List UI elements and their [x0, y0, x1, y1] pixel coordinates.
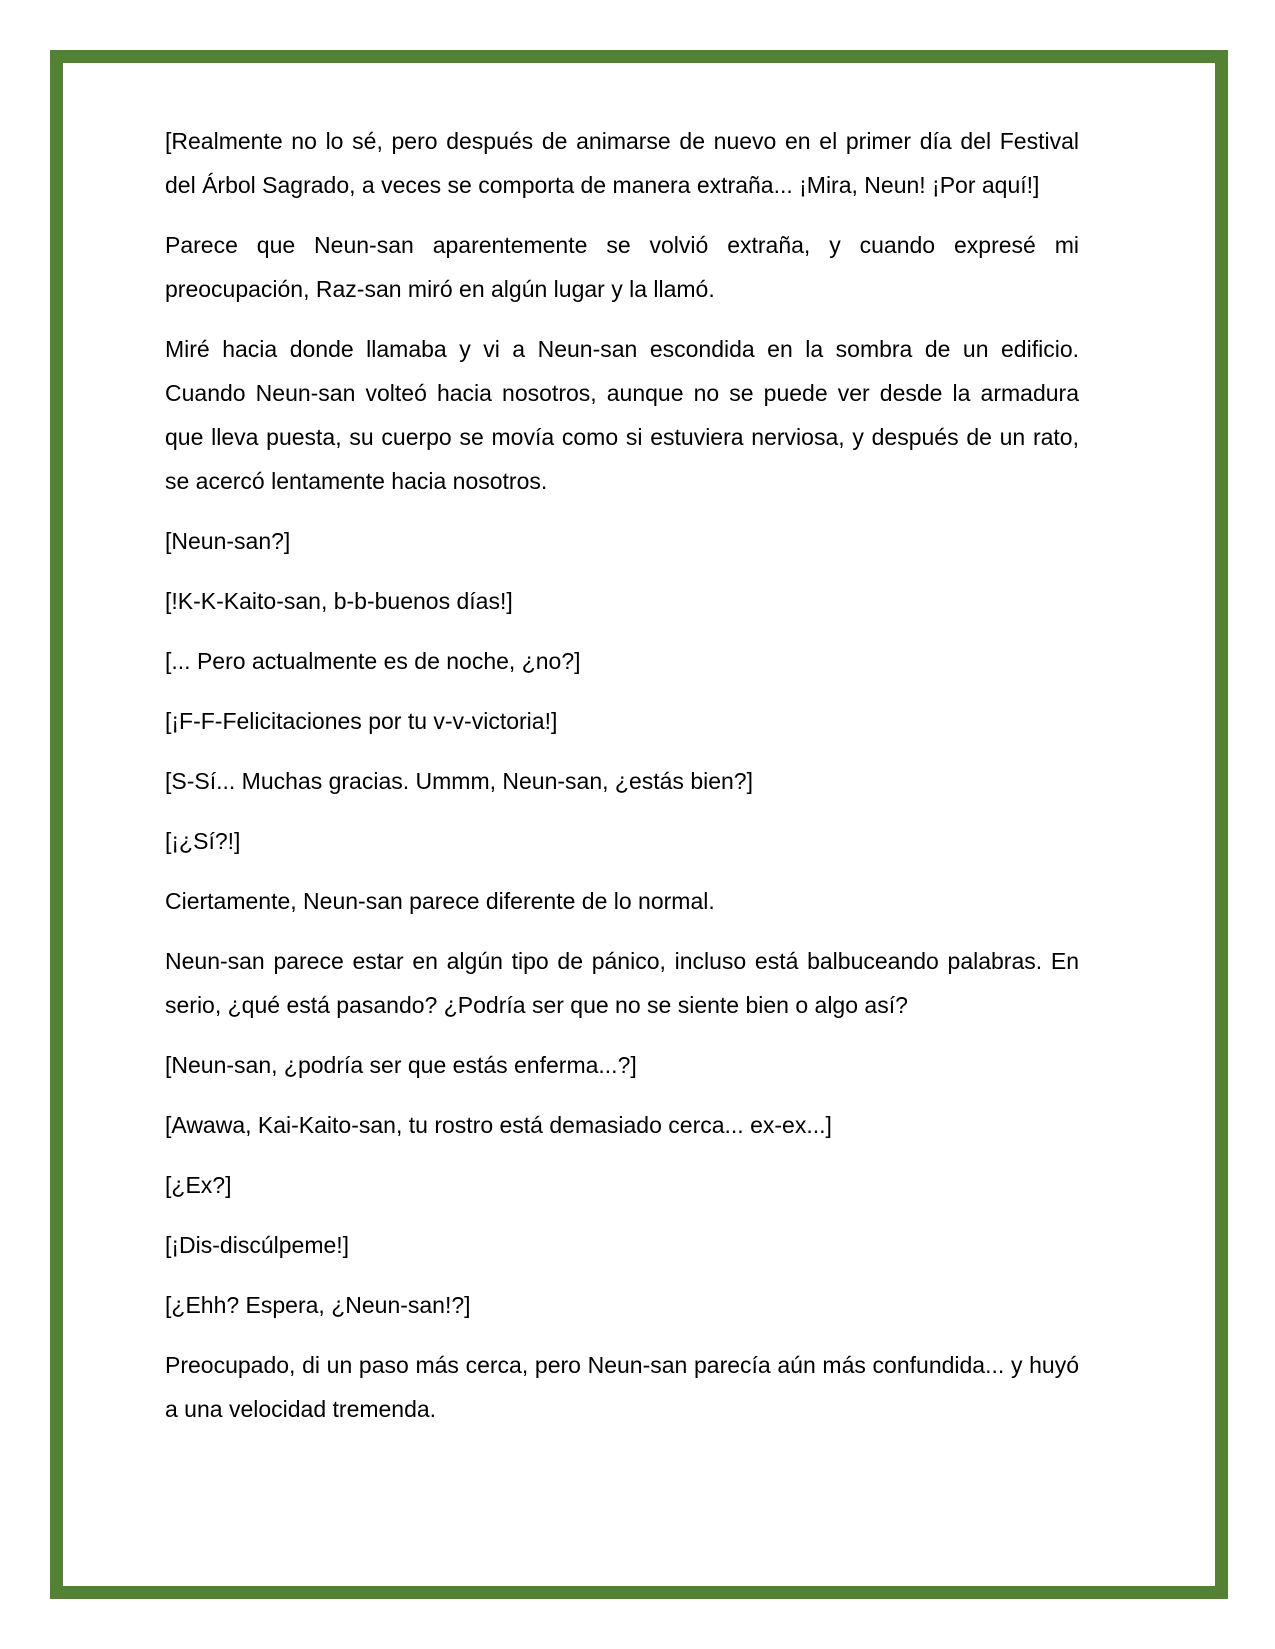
paragraph: Preocupado, di un paso más cerca, pero Neun-san parecía aún más confundida... y huyó a una velocidad tremenda.	[165, 1352, 1079, 1422]
paragraph: Ciertamente, Neun-san parece diferente de lo normal.	[165, 888, 715, 914]
paragraph: [¡F-F-Felicitaciones por tu v-v-victoria!]	[165, 708, 558, 734]
paragraph: [!K-K-Kaito-san, b-b-buenos días!]	[165, 588, 513, 614]
paragraph: [¿Ehh? Espera, ¿Neun-san!?]	[165, 1292, 471, 1318]
paragraph: [Awawa, Kai-Kaito-san, tu rostro está demasiado cerca... ex-ex...]	[165, 1112, 832, 1138]
document-body	[165, 119, 1079, 1447]
paragraph: [S-Sí... Muchas gracias. Ummm, Neun-san, ¿estás bien?]	[165, 768, 753, 794]
paragraph: [Neun-san, ¿podría ser que estás enferma...?]	[165, 1052, 637, 1078]
paragraph: [Neun-san?]	[165, 528, 291, 554]
paragraph: Neun-san parece estar en algún tipo de pánico, incluso está balbuceando palabras. En serio, ¿qué está pasando? ¿Podría ser que no se siente bien o algo así?	[165, 948, 1079, 1018]
paragraph: Parece que Neun-san aparentemente se volvió extraña, y cuando expresé mi preocupación, Raz-san miró en algún lugar y la llamó.	[165, 232, 1079, 302]
paragraph: [... Pero actualmente es de noche, ¿no?]	[165, 648, 581, 674]
paragraph: [¡Dis-discúlpeme!]	[165, 1232, 350, 1258]
paragraph: [Realmente no lo sé, pero después de animarse de nuevo en el primer día del Festival del Árbol Sagrado, a veces se comporta de manera extraña... ¡Mira, Neun! ¡Por aquí!]	[165, 128, 1079, 198]
paragraph: Miré hacia donde llamaba y vi a Neun-san escondida en la sombra de un edificio. Cuando Neun-san volteó hacia nosotros, aunque no se puede ver desde la armadura que lleva puesta, su cuerpo se movía como si estuviera nerviosa, y después de un rato, se acercó lentamente hacia nosotros.	[165, 336, 1079, 494]
paragraph: [¡¿Sí?!]	[165, 828, 241, 854]
paragraph: [¿Ex?]	[165, 1172, 232, 1198]
